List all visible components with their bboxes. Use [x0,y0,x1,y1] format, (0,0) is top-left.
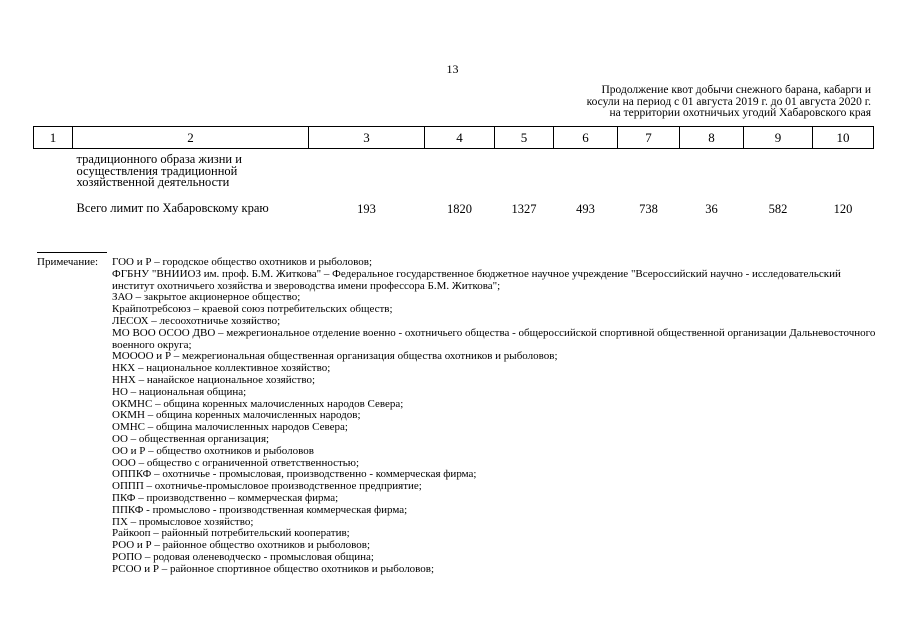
abbreviation-item: МОООО и Р – межрегиональная общественная организация общества охотников и рыболовов; [112,350,558,363]
total-value: 193 [357,201,376,216]
abbreviation-item: НО – национальная община; [112,385,247,398]
abbreviation-item: РОО и Р – районное общество охотников и рыболовов; [112,539,371,552]
abbreviation-item: ПКФ – производственно – коммерческая фирма; [112,491,339,504]
abbreviation-item: ПХ – промысловое хозяйство; [112,515,254,528]
abbreviation-item: ЛЕСОХ – лесоохотничье хозяйство; [112,314,281,327]
total-value: 36 [705,201,718,216]
column-header: 6 [554,127,618,149]
caption-line: на территории охотничьих угодий Хабаровского края [609,107,871,119]
abbreviation-item: ОКМН – община коренных малочисленных народов; [112,409,361,422]
abbreviation-item: ООО – общество с ограниченной ответственностью; [112,456,360,469]
total-value: 493 [576,201,595,216]
abbreviation-item: ОМНС – община малочисленных народов Севера; [112,421,348,434]
abbreviation-item: НКХ – национальное коллективное хозяйство; [112,362,331,375]
column-header: 1 [34,127,73,149]
total-value: 120 [833,201,853,216]
abbreviation-item: МО ВОО ОСОО ДВО – межрегиональное отделение военно - охотничьего общества - общероссийской спортивной общественной организации Дальневосточного военного округа; [112,326,876,351]
total-label: Всего лимит по Хабаровскому краю [76,200,269,215]
quota-table [33,126,874,217]
column-number-header-row [34,127,874,149]
abbreviation-item: ОО – общественная организация; [112,432,270,445]
abbreviation-item: Райкооп – районный потребительский кооператив; [112,527,350,540]
continuation-row [34,149,874,189]
page-number: 13 [446,62,459,76]
total-value: 738 [639,201,658,216]
abbreviation-item: ННХ – нанайское национальное хозяйство; [112,373,315,386]
column-header: 8 [680,127,744,149]
column-header: 10 [813,127,874,149]
caption-line: Продолжение квот добычи снежного барана, кабарги и [601,84,871,96]
abbreviation-list [112,257,877,576]
abbreviation-item: ППКФ - промыслово - производственная коммерческая фирма; [112,503,408,516]
table-continuation-caption [531,85,871,120]
column-header: 9 [744,127,813,149]
notes-label: Примечание: [37,256,99,268]
column-header: 2 [73,127,309,149]
abbreviation-item: ОППКФ – охотничье - промысловая, производственно - коммерческая фирма; [112,468,477,481]
notes-section [37,257,877,576]
total-row [34,189,874,217]
total-value: 582 [768,201,788,216]
total-value: 1327 [511,201,537,216]
abbreviation-item: ГОО и Р – городское общество охотников и рыболовов; [112,256,373,268]
footnote-divider [37,252,107,253]
total-value: 1820 [447,201,472,216]
abbreviation-item: РСОО и Р – районное спортивное общество охотников и рыболовов; [112,562,435,575]
column-header: 4 [425,127,495,149]
caption-line: косули на период с 01 августа 2019 г. до 01 августа 2020 г. [586,95,871,108]
abbreviation-item: ОППП – охотничье-промысловое производственное предприятие; [112,480,422,493]
column-header: 3 [309,127,425,149]
abbreviation-item: ЗАО – закрытое акционерное общество; [112,291,301,304]
abbreviation-item: ОО и Р – общество охотников и рыболовов [112,444,314,457]
abbreviation-item: ОКМНС – община коренных малочисленных народов Севера; [112,397,404,410]
abbreviation-item: ФГБНУ "ВНИИОЗ им. проф. Б.М. Житкова" – Федеральное государственное бюджетное научное учреждение "Всероссийский научно - исследовательский институт охотничьего хозяйства и звероводства имени профессора Б.М. Житкова"; [112,267,841,292]
column-header: 5 [495,127,554,149]
column-header: 7 [618,127,680,149]
abbreviation-item: РОПО – родовая оленеводческо - промысловая община; [112,550,374,563]
abbreviation-item: Крайпотребсоюз – краевой союз потребительских обществ; [112,303,393,316]
continuation-text: традиционного образа жизни и осуществления традиционной хозяйственной деятельности [76,152,242,189]
